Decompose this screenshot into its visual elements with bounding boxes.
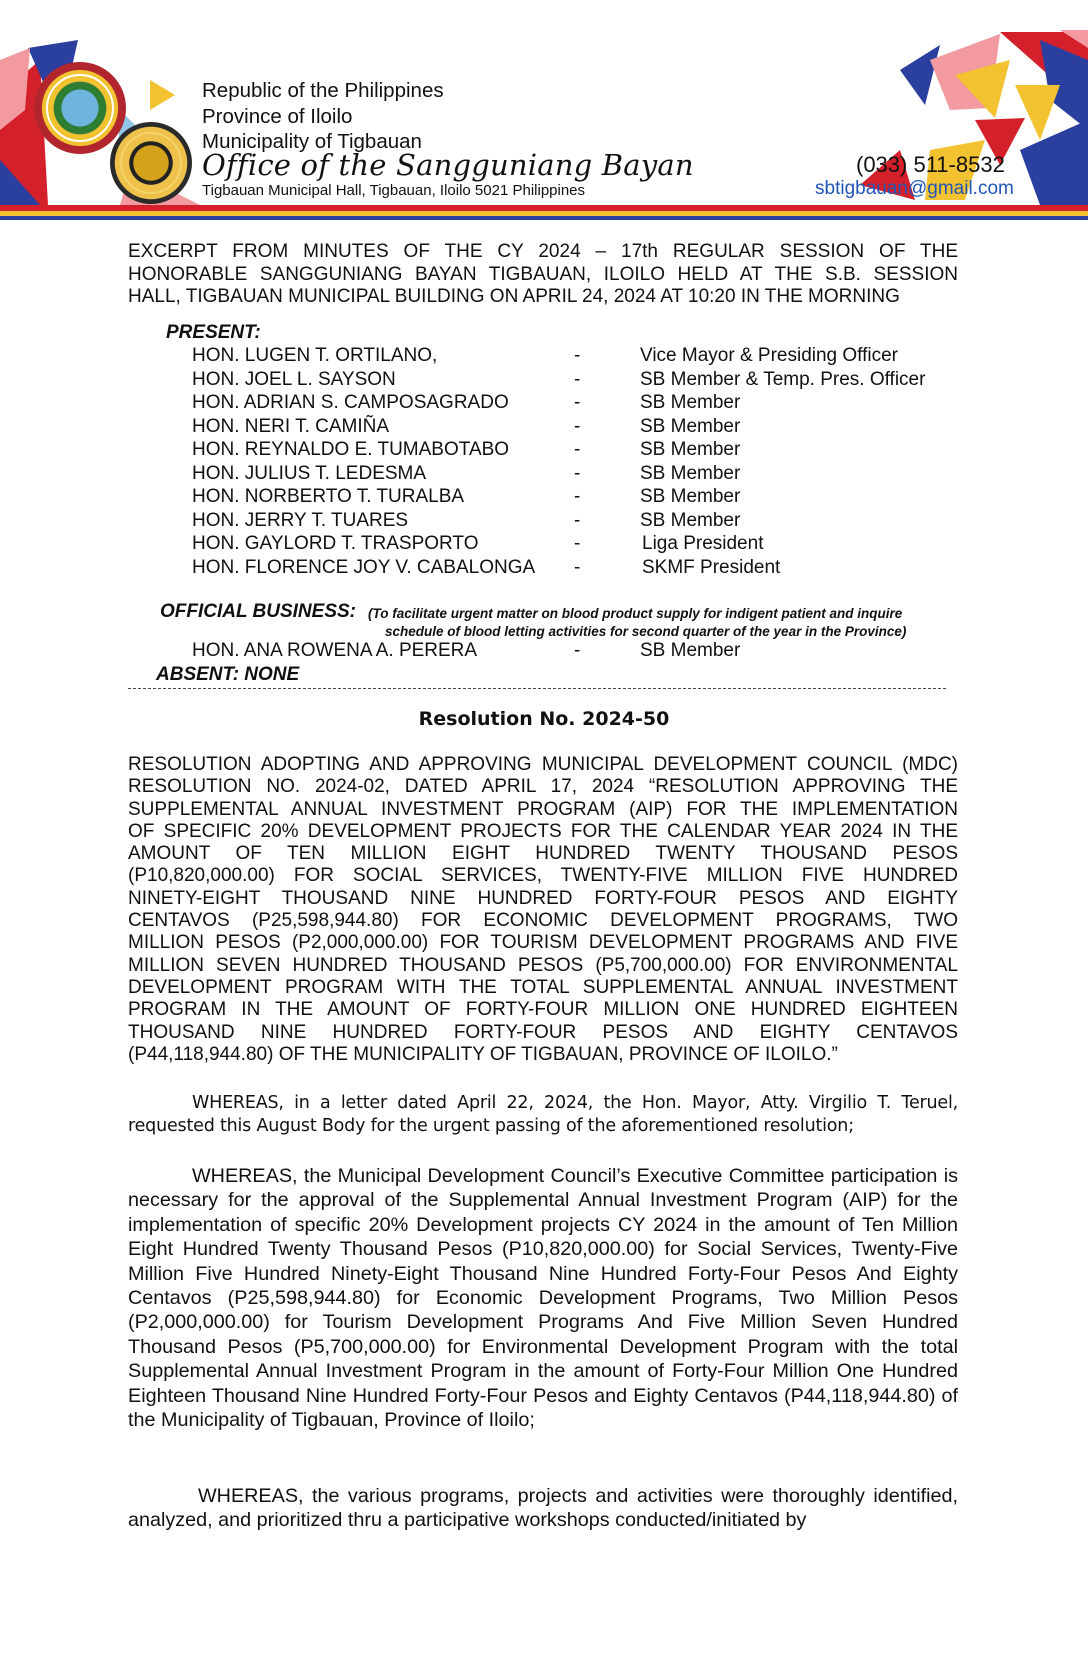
member-name: HON. JERRY T. TUARES (192, 509, 409, 531)
title-line: (P10,820,000.00) FOR SOCIAL SERVICES, TWENTY-FIVE MILLION FIVE HUNDRED (128, 865, 958, 887)
member-position: Liga President (642, 533, 764, 554)
office-address: Tigbauan Municipal Hall, Tigbauan, Iloilo 5021 Philippines (202, 182, 586, 199)
member-position: SB Member (640, 462, 741, 484)
title-line: NINETY-EIGHT THOUSAND NINE HUNDRED FORTY-FOUR PESOS AND EIGHTY (128, 887, 958, 909)
official-business-label: OFFICIAL BUSINESS: (160, 601, 356, 622)
excerpt-line: EXCERPT FROM MINUTES OF THE CY 2024 – 17th REGULAR SESSION OF THE (128, 241, 958, 262)
municipality-seal (34, 62, 126, 154)
member-name: HON. FLORENCE JOY V. CABALONGA (192, 556, 536, 578)
member-name: HON. ANA ROWENA A. PERERA (192, 640, 478, 661)
sangguniang-bayan-seal (110, 122, 192, 204)
minutes-excerpt-heading (128, 241, 958, 309)
whereas-paragraph: WHEREAS, the Municipal Development Council’s Executive Committee participation is necessary for the approval of the Supplemental Annual Investment Program (AIP) for the implementation of specific 20% Development projects CY 2024 in the amount of Ten Million Eight Hundred Twenty Thousand Pesos (P10,820,000.00) for Social Services, Twenty-Five Million Five Hundred Ninety-Eight Thousand Nine Hundred Forty-Four Pesos And Eighty Centavos (P25,598,944.80) for Economic Development Programs, Two Million Pesos (P2,000,000.00) for Tourism Development Programs And Five Million Seven Hundred Thousand Pesos (P5,700,000.00) for Environmental Development Program with the total Supplemental Annual Investment Program in the amount of Forty-Four Million One Hundred Eighteen Thousand Nine Hundred Forty-Four Pesos and Eighty Centavos (P44,118,944.80) of the Municipality of Tigbauan, Province of Iloilo; (128, 1165, 958, 1432)
member-dash: - (574, 640, 581, 661)
member-name: HON. REYNALDO E. TUMABOTABO (192, 439, 510, 460)
office-email[interactable]: sbtigbauan@gmail.com (815, 178, 1014, 199)
member-name: HON. ADRIAN S. CAMPOSAGRADO (192, 392, 509, 413)
title-line: CENTAVOS (P25,598,944.80) FOR ECONOMIC DEVELOPMENT PROGRAMS, TWO (128, 910, 958, 932)
dashed-divider (128, 688, 946, 689)
title-line: (P44,118,944.80) OF THE MUNICIPALITY OF TIGBAUAN, PROVINCE OF ILOILO.” (128, 1043, 838, 1065)
member-name: HON. GAYLORD T. TRASPORTO (192, 533, 479, 554)
letterhead-lines (202, 78, 444, 155)
member-position: SB Member (640, 486, 741, 507)
absent-label: ABSENT: NONE (156, 664, 300, 685)
republic-line: Republic of the Philippines (202, 79, 444, 102)
member-position: SKMF President (642, 556, 781, 578)
office-title: Office of the Sangguniang Bayan (202, 148, 694, 182)
title-line: AMOUNT OF TEN MILLION EIGHT HUNDRED TWENTY THOUSAND PESOS (128, 843, 958, 865)
present-label: PRESENT: (166, 322, 261, 343)
member-name: HON. NORBERTO T. TURALBA (192, 486, 465, 507)
member-dash: - (574, 439, 581, 460)
member-dash: - (574, 415, 581, 437)
member-position: SB Member (640, 415, 741, 437)
member-dash: - (574, 368, 581, 390)
member-position: SB Member & Temp. Pres. Officer (640, 368, 926, 390)
whereas-paragraph: WHEREAS, the various programs, projects and activities were thoroughly identified, analyzed, and prioritized thru a participative workshops conducted/initiated by (128, 1485, 958, 1532)
title-line: MILLION PESOS (P2,000,000.00) FOR TOURISM DEVELOPMENT PROGRAMS AND FIVE (128, 932, 958, 954)
office-phone: (033) 511-8532 (856, 152, 1005, 177)
member-name: HON. NERI T. CAMIÑA (192, 415, 390, 437)
member-position: SB Member (640, 439, 741, 460)
resolution-title (128, 754, 958, 1066)
municipality-line: Municipality of Tigbauan (202, 130, 422, 153)
member-dash: - (574, 462, 581, 484)
member-dash: - (574, 556, 581, 578)
title-line: SUPPLEMENTAL ANNUAL INVESTMENT PROGRAM (AIP) FOR THE IMPLEMENTATION (128, 798, 958, 820)
title-line: MILLION SEVEN HUNDRED THOUSAND PESOS (P5,700,000.00) FOR ENVIRONMENTAL (128, 954, 958, 976)
member-name: HON. LUGEN T. ORTILANO, (192, 345, 438, 366)
member-position: SB Member (640, 509, 741, 531)
title-line: RESOLUTION NO. 2024-02, DATED APRIL 17, 2024 “RESOLUTION APPROVING THE (128, 776, 958, 798)
official-business-note: (To facilitate urgent matter on blood product supply for indigent patient and inquire (368, 606, 903, 621)
title-line: THOUSAND NINE HUNDRED FORTY-FOUR PESOS AND EIGHTY CENTAVOS (128, 1021, 958, 1043)
member-dash: - (574, 392, 581, 413)
province-line: Province of Iloilo (202, 104, 353, 128)
member-position: Vice Mayor & Presiding Officer (640, 345, 899, 366)
header-band-blue (0, 216, 1088, 220)
whereas-paragraph: WHEREAS, in a letter dated April 22, 2024, the Hon. Mayor, Atty. Virgilio T. Teruel, requested this August Body for the urgent passing of the aforementioned resolution; (128, 1093, 958, 1136)
member-name: HON. JULIUS T. LEDESMA (192, 462, 427, 484)
member-dash: - (574, 509, 581, 531)
official-business-note: schedule of blood letting activities for second quarter of the year in the Province) (385, 624, 907, 639)
member-position: SB Member (640, 640, 741, 661)
member-dash: - (574, 345, 581, 366)
title-line: OF SPECIFIC 20% DEVELOPMENT PROJECTS FOR THE CALENDAR YEAR 2024 IN THE (128, 820, 958, 842)
member-name: HON. JOEL L. SAYSON (192, 368, 396, 390)
member-dash: - (574, 533, 581, 554)
letterhead (0, 0, 1088, 222)
excerpt-line: HONORABLE SANGGUNIANG BAYAN TIGBAUAN, ILOILO HELD AT THE S.B. SESSION (128, 263, 958, 285)
member-dash: - (574, 486, 581, 507)
official-business-member (192, 640, 892, 664)
resolution-number: Resolution No. 2024-50 (418, 708, 670, 730)
excerpt-line: HALL, TIGBAUAN MUNICIPAL BUILDING ON APRIL 24, 2024 AT 10:20 IN THE MORNING (128, 286, 900, 307)
title-line: DEVELOPMENT PROGRAM WITH THE TOTAL SUPPLEMENTAL ANNUAL INVESTMENT (128, 976, 958, 998)
member-position: SB Member (640, 392, 741, 413)
title-line: RESOLUTION ADOPTING AND APPROVING MUNICIPAL DEVELOPMENT COUNCIL (MDC) (128, 754, 958, 775)
title-line: PROGRAM IN THE AMOUNT OF FORTY-FOUR MILLION ONE HUNDRED EIGHTEEN (128, 999, 958, 1021)
